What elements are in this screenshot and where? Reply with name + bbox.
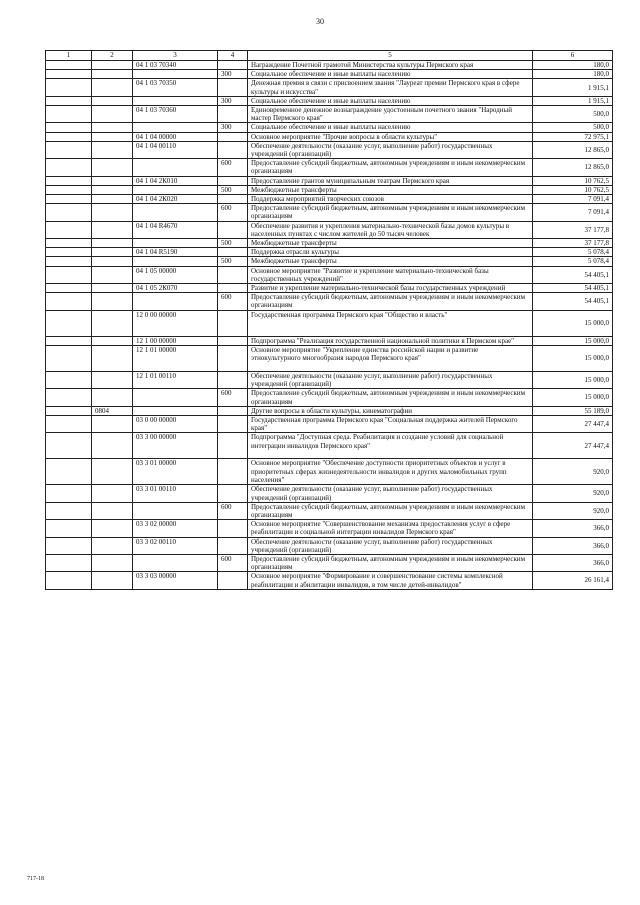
cell-expense-type: 500 (218, 257, 248, 266)
cell-target-article: 12 0 00 00000 (133, 310, 218, 336)
cell-amount: 7 091,4 (533, 195, 613, 204)
cell-name: Предоставление субсидий бюджетным, автономным учреждениям и иным некоммерческим организациям (248, 554, 533, 571)
cell-subsection: 0804 (92, 406, 133, 415)
table-row (46, 284, 613, 293)
cell-subsection (92, 502, 133, 519)
cell-target-article (133, 293, 218, 310)
table-row (46, 248, 613, 257)
cell-subsection (92, 572, 133, 589)
cell-target-article (133, 123, 218, 132)
table-row (46, 459, 613, 485)
cell-name: Обеспечение деятельности (оказание услуг, выполнение работ) государственных учреждений (организаций) (248, 371, 533, 388)
cell-expense-type (218, 141, 248, 158)
cell-amount: 920,0 (533, 459, 613, 485)
table-row (46, 502, 613, 519)
cell-expense-type: 600 (218, 554, 248, 571)
cell-target-article (133, 185, 218, 194)
cell-expense-type (218, 132, 248, 141)
cell-expense-type: 600 (218, 159, 248, 176)
cell-amount: 180,0 (533, 70, 613, 79)
table-row (46, 159, 613, 176)
table-row (46, 204, 613, 221)
cell-section (46, 572, 92, 589)
cell-name: Подпрограмма "Реализация государственной национальной политики в Пермском крае" (248, 336, 533, 345)
cell-section (46, 176, 92, 185)
table-body (46, 61, 613, 590)
cell-name: Обеспечение деятельности (оказание услуг, выполнение работ) государственных учреждений (организаций) (248, 537, 533, 554)
cell-amount: 27 447,4 (533, 415, 613, 432)
cell-amount: 366,0 (533, 520, 613, 537)
cell-amount: 37 177,8 (533, 221, 613, 238)
cell-target-article: 04 1 05 00000 (133, 266, 218, 283)
cell-subsection (92, 459, 133, 485)
cell-expense-type (218, 485, 248, 502)
cell-expense-type (218, 61, 248, 70)
cell-subsection (92, 345, 133, 371)
cell-name: Единовременное денежное вознаграждение удостоенным почетного звания "Народный мастер Пермского края" (248, 106, 533, 123)
cell-subsection (92, 61, 133, 70)
cell-section (46, 248, 92, 257)
cell-target-article (133, 239, 218, 248)
cell-subsection (92, 520, 133, 537)
cell-amount: 500,0 (533, 123, 613, 132)
cell-amount: 15 000,0 (533, 389, 613, 406)
table-row (46, 293, 613, 310)
cell-target-article: 12 1 00 00000 (133, 336, 218, 345)
cell-section (46, 266, 92, 283)
cell-expense-type (218, 266, 248, 283)
cell-subsection (92, 310, 133, 336)
cell-name: Поддержка отрасли культуры (248, 248, 533, 257)
cell-expense-type (218, 106, 248, 123)
cell-section (46, 537, 92, 554)
cell-expense-type (218, 284, 248, 293)
cell-section (46, 554, 92, 571)
cell-section (46, 389, 92, 406)
cell-target-article (133, 257, 218, 266)
cell-section (46, 459, 92, 485)
cell-subsection (92, 248, 133, 257)
cell-section (46, 310, 92, 336)
column-header: 6 (533, 51, 613, 61)
cell-target-article (133, 389, 218, 406)
cell-name: Государственная программа Пермского края "Социальная поддержка жителей Пермского края" (248, 415, 533, 432)
cell-expense-type (218, 433, 248, 459)
cell-expense-type (218, 310, 248, 336)
cell-target-article: 04 1 04 R5190 (133, 248, 218, 257)
cell-subsection (92, 257, 133, 266)
cell-subsection (92, 185, 133, 194)
cell-name: Государственная программа Пермского края "Общество и власть" (248, 310, 533, 336)
cell-section (46, 520, 92, 537)
cell-section (46, 485, 92, 502)
cell-expense-type (218, 406, 248, 415)
cell-amount: 15 000,0 (533, 310, 613, 336)
table-row (46, 123, 613, 132)
table-row (46, 239, 613, 248)
table-row (46, 257, 613, 266)
cell-expense-type (218, 195, 248, 204)
cell-name: Другие вопросы в области культуры, кинематографии (248, 406, 533, 415)
cell-section (46, 345, 92, 371)
cell-amount: 180,0 (533, 61, 613, 70)
cell-section (46, 433, 92, 459)
cell-expense-type (218, 572, 248, 589)
cell-expense-type (218, 415, 248, 432)
cell-target-article: 04 1 03 70360 (133, 106, 218, 123)
cell-amount: 72 975,1 (533, 132, 613, 141)
table-row (46, 185, 613, 194)
cell-subsection (92, 79, 133, 96)
cell-target-article: 04 1 05 2К070 (133, 284, 218, 293)
cell-section (46, 336, 92, 345)
cell-section (46, 132, 92, 141)
cell-name: Обеспечение деятельности (оказание услуг, выполнение работ) государственных учреждений (организаций) (248, 141, 533, 158)
cell-target-article: 03 3 01 00000 (133, 459, 218, 485)
cell-section (46, 221, 92, 238)
cell-name: Межбюджетные трансферты (248, 185, 533, 194)
table-row (46, 345, 613, 371)
cell-expense-type: 600 (218, 204, 248, 221)
cell-subsection (92, 132, 133, 141)
cell-section (46, 96, 92, 105)
cell-name: Предоставление грантов муниципальным театрам Пермского края (248, 176, 533, 185)
cell-name: Обеспечение развития и укрепления материально-технической базы домов культуры в населенных пунктах с числом жителей до 50 тысяч человек (248, 221, 533, 238)
cell-subsection (92, 433, 133, 459)
cell-amount: 10 762,5 (533, 176, 613, 185)
cell-target-article (133, 204, 218, 221)
cell-section (46, 284, 92, 293)
cell-target-article: 12 1 01 00110 (133, 371, 218, 388)
cell-subsection (92, 221, 133, 238)
table-row (46, 406, 613, 415)
table-row (46, 266, 613, 283)
cell-expense-type: 600 (218, 389, 248, 406)
cell-section (46, 371, 92, 388)
cell-subsection (92, 123, 133, 132)
column-header: 1 (46, 51, 92, 61)
cell-subsection (92, 336, 133, 345)
cell-target-article: 03 3 01 00110 (133, 485, 218, 502)
page-number: 30 (316, 17, 324, 26)
cell-subsection (92, 537, 133, 554)
cell-name: Основное мероприятие "Развитие и укрепление материально-технической базы государственных учреждений" (248, 266, 533, 283)
cell-section (46, 415, 92, 432)
document-code: 717-18 (27, 876, 44, 882)
cell-name: Награждение Почетной грамотой Министерства культуры Пермского края (248, 61, 533, 70)
table-row (46, 310, 613, 336)
cell-name: Социальное обеспечение и иные выплаты населению (248, 70, 533, 79)
cell-target-article: 04 1 03 70350 (133, 79, 218, 96)
cell-name: Предоставление субсидий бюджетным, автономным учреждениям и иным некоммерческим организациям (248, 502, 533, 519)
cell-name: Межбюджетные трансферты (248, 257, 533, 266)
table-row (46, 371, 613, 388)
cell-subsection (92, 485, 133, 502)
table-row (46, 61, 613, 70)
cell-subsection (92, 176, 133, 185)
cell-section (46, 70, 92, 79)
cell-subsection (92, 284, 133, 293)
cell-name: Предоставление субсидий бюджетным, автономным учреждениям и иным некоммерческим организациям (248, 159, 533, 176)
cell-name: Межбюджетные трансферты (248, 239, 533, 248)
cell-amount: 54 405,1 (533, 284, 613, 293)
cell-amount: 12 865,0 (533, 159, 613, 176)
cell-section (46, 293, 92, 310)
cell-name: Денежная премия в связи с присвоением звания "Лауреат премии Пермского края в сфере культуры и искусства" (248, 79, 533, 96)
cell-section (46, 195, 92, 204)
cell-name: Поддержка мероприятий творческих союзов (248, 195, 533, 204)
table-row (46, 336, 613, 345)
cell-amount: 366,0 (533, 554, 613, 571)
cell-subsection (92, 195, 133, 204)
table-row (46, 389, 613, 406)
cell-target-article: 04 1 04 00000 (133, 132, 218, 141)
cell-section (46, 239, 92, 248)
cell-amount: 5 078,4 (533, 257, 613, 266)
cell-subsection (92, 141, 133, 158)
cell-section (46, 61, 92, 70)
cell-name: Предоставление субсидий бюджетным, автономным учреждениям и иным некоммерческим организациям (248, 293, 533, 310)
cell-expense-type (218, 345, 248, 371)
cell-subsection (92, 293, 133, 310)
cell-name: Подпрограмма "Доступная среда. Реабилитация и создание условий для социальной интеграции инвалидов Пермского края" (248, 433, 533, 459)
cell-name: Обеспечение деятельности (оказание услуг, выполнение работ) государственных учреждений (организаций) (248, 485, 533, 502)
cell-name: Основное мероприятие "Совершенствование механизма предоставления услуг в сфере реабилитации и социальной интеграции инвалидов Пермского края" (248, 520, 533, 537)
column-header: 4 (218, 51, 248, 61)
cell-target-article (133, 96, 218, 105)
cell-amount: 366,0 (533, 537, 613, 554)
cell-amount: 37 177,8 (533, 239, 613, 248)
cell-amount: 10 762,5 (533, 185, 613, 194)
cell-target-article (133, 70, 218, 79)
cell-expense-type: 500 (218, 185, 248, 194)
cell-section (46, 79, 92, 96)
cell-expense-type: 300 (218, 70, 248, 79)
cell-target-article (133, 159, 218, 176)
cell-name: Социальное обеспечение и иные выплаты населению (248, 123, 533, 132)
table-row (46, 96, 613, 105)
cell-target-article (133, 406, 218, 415)
cell-subsection (92, 159, 133, 176)
cell-expense-type: 600 (218, 293, 248, 310)
cell-expense-type: 300 (218, 123, 248, 132)
column-header: 5 (248, 51, 533, 61)
cell-amount: 54 405,1 (533, 266, 613, 283)
table-row (46, 572, 613, 589)
cell-amount: 920,0 (533, 485, 613, 502)
cell-name: Развитие и укрепление материально-технической базы государственных учреждений (248, 284, 533, 293)
table-row (46, 485, 613, 502)
cell-section (46, 185, 92, 194)
cell-subsection (92, 239, 133, 248)
cell-subsection (92, 554, 133, 571)
cell-name: Предоставление субсидий бюджетным, автономным учреждениям и иным некоммерческим организациям (248, 204, 533, 221)
cell-section (46, 141, 92, 158)
cell-expense-type: 600 (218, 502, 248, 519)
cell-expense-type (218, 520, 248, 537)
cell-amount: 54 405,1 (533, 293, 613, 310)
cell-name: Основное мероприятие "Прочие вопросы в области культуры" (248, 132, 533, 141)
table-row (46, 132, 613, 141)
cell-subsection (92, 96, 133, 105)
cell-subsection (92, 371, 133, 388)
table-row (46, 195, 613, 204)
cell-amount: 12 865,0 (533, 141, 613, 158)
cell-name: Социальное обеспечение и иные выплаты населению (248, 96, 533, 105)
cell-amount: 1 915,1 (533, 79, 613, 96)
table-row (46, 141, 613, 158)
cell-expense-type: 500 (218, 239, 248, 248)
cell-section (46, 123, 92, 132)
cell-expense-type (218, 176, 248, 185)
table-row (46, 70, 613, 79)
table-row (46, 221, 613, 238)
table-row (46, 520, 613, 537)
cell-target-article: 04 1 04 00110 (133, 141, 218, 158)
table-header-row (46, 51, 613, 61)
cell-amount: 15 000,0 (533, 345, 613, 371)
table-row (46, 433, 613, 459)
cell-expense-type (218, 248, 248, 257)
cell-target-article: 04 1 03 70340 (133, 61, 218, 70)
cell-target-article (133, 502, 218, 519)
cell-amount: 1 915,1 (533, 96, 613, 105)
cell-amount: 15 000,0 (533, 336, 613, 345)
cell-section (46, 257, 92, 266)
cell-amount: 500,0 (533, 106, 613, 123)
cell-section (46, 406, 92, 415)
table-row (46, 106, 613, 123)
cell-section (46, 204, 92, 221)
cell-subsection (92, 266, 133, 283)
table-row (46, 537, 613, 554)
cell-target-article: 04 1 04 2К020 (133, 195, 218, 204)
cell-expense-type (218, 459, 248, 485)
cell-amount: 15 000,0 (533, 371, 613, 388)
cell-subsection (92, 415, 133, 432)
cell-expense-type (218, 336, 248, 345)
cell-section (46, 106, 92, 123)
cell-target-article: 04 1 04 R4670 (133, 221, 218, 238)
cell-amount: 55 189,0 (533, 406, 613, 415)
cell-name: Предоставление субсидий бюджетным, автономным учреждениям и иным некоммерческим организациям (248, 389, 533, 406)
column-header: 3 (133, 51, 218, 61)
cell-target-article: 03 3 00 00000 (133, 433, 218, 459)
cell-amount: 7 091,4 (533, 204, 613, 221)
cell-target-article: 04 1 04 2К010 (133, 176, 218, 185)
cell-subsection (92, 70, 133, 79)
table-row (46, 554, 613, 571)
cell-target-article: 03 3 03 00000 (133, 572, 218, 589)
cell-target-article: 03 0 00 00000 (133, 415, 218, 432)
cell-amount: 26 161,4 (533, 572, 613, 589)
cell-target-article: 03 3 02 00110 (133, 537, 218, 554)
cell-amount: 920,0 (533, 502, 613, 519)
column-header: 2 (92, 51, 133, 61)
cell-subsection (92, 389, 133, 406)
cell-section (46, 159, 92, 176)
cell-amount: 5 078,4 (533, 248, 613, 257)
table-row (46, 176, 613, 185)
cell-amount: 27 447,4 (533, 433, 613, 459)
cell-expense-type (218, 79, 248, 96)
cell-subsection (92, 106, 133, 123)
cell-target-article: 03 3 02 00000 (133, 520, 218, 537)
cell-subsection (92, 204, 133, 221)
cell-target-article (133, 554, 218, 571)
cell-expense-type (218, 537, 248, 554)
cell-name: Основное мероприятие "Формирование и совершенствование системы комплексной реабилитации и абилитации инвалидов, в том числе детей-инвалидов" (248, 572, 533, 589)
cell-expense-type (218, 371, 248, 388)
cell-name: Основное мероприятие "Обеспечение доступности приоритетных объектов и услуг в приоритетных сферах жизнедеятельности инвалидов и других маломобильных групп населения" (248, 459, 533, 485)
cell-name: Основное мероприятие "Укрепление единства российской нации и развитие этнокультурного многообразия народов Пермского края" (248, 345, 533, 371)
table-row (46, 79, 613, 96)
table-row (46, 415, 613, 432)
budget-table (45, 50, 613, 590)
cell-expense-type (218, 221, 248, 238)
cell-expense-type: 300 (218, 96, 248, 105)
cell-section (46, 502, 92, 519)
cell-target-article: 12 1 01 00000 (133, 345, 218, 371)
